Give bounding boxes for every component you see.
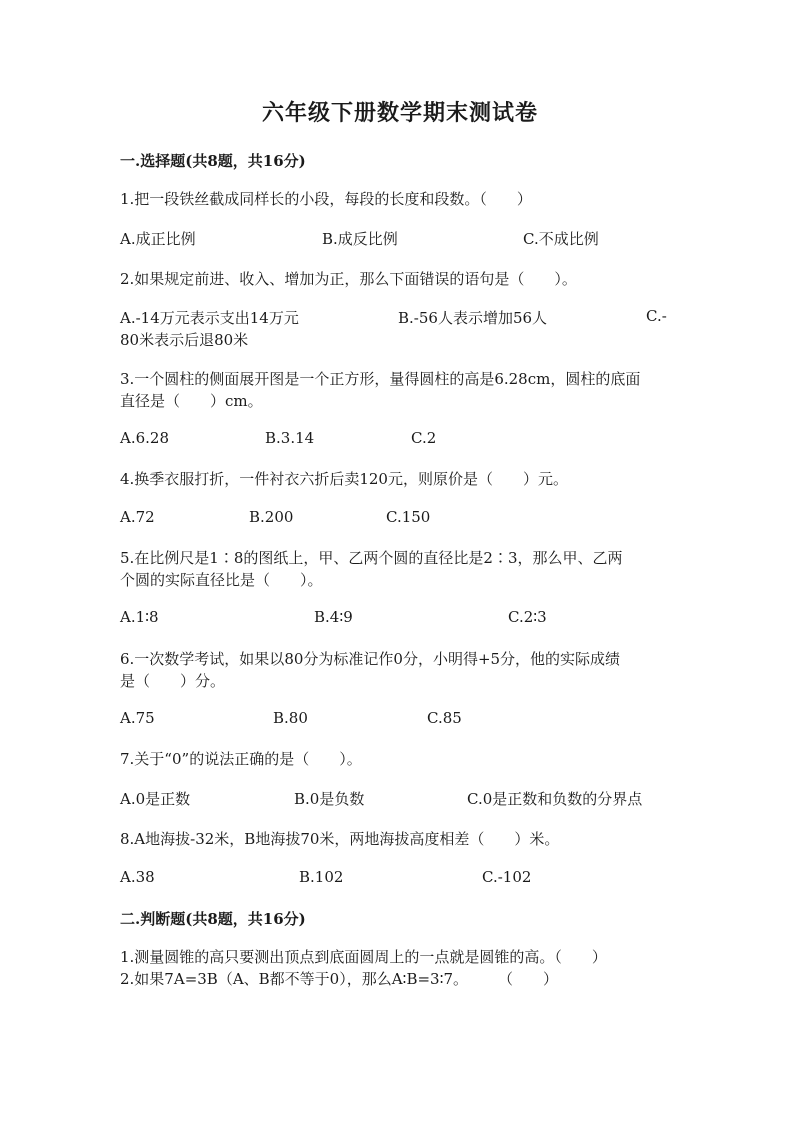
q4-option-b: B.200 <box>249 508 294 526</box>
question-8: 8.A地海拔-32米，B地海拔70米，两地海拔高度相差（ ）米。 <box>120 830 560 848</box>
page-title: 六年级下册数学期末测试卷 <box>261 100 538 126</box>
judgement-question-2: 2.如果7A=3B（A、B都不等于0），那么A∶B=3∶7。 （ ） <box>120 970 559 988</box>
q7-option-a: A.0是正数 <box>120 790 191 808</box>
section-heading-choice: 一.选择题(共8题，共16分) <box>120 152 306 170</box>
q6-option-b: B.80 <box>273 709 308 727</box>
q2-option-a: A.-14万元表示支出14万元 <box>120 309 299 327</box>
q3-option-b: B.3.14 <box>265 429 315 447</box>
q8-option-a: A.38 <box>120 868 155 886</box>
section-heading-judgement: 二.判断题(共8题，共16分) <box>120 910 306 928</box>
q7-option-c: C.0是正数和负数的分界点 <box>467 790 643 808</box>
q3-option-c: C.2 <box>411 429 437 447</box>
q4-option-a: A.72 <box>120 508 155 526</box>
question-4: 4.换季衣服打折，一件衬衣六折后卖120元，则原价是（ ）元。 <box>120 470 568 488</box>
question-6-line-1: 6.一次数学考试，如果以80分为标准记作0分，小明得+5分，他的实际成绩 <box>120 650 621 668</box>
question-6-line-2: 是（ ）分。 <box>120 672 226 690</box>
q5-option-a: A.1∶8 <box>120 608 159 626</box>
question-3-line-2: 直径是（ ）cm。 <box>120 392 263 410</box>
q6-option-c: C.85 <box>427 709 462 727</box>
q5-option-b: B.4∶9 <box>314 608 353 626</box>
question-5-line-2: 个圆的实际直径比是（ ）。 <box>120 571 323 589</box>
q1-option-b: B.成反比例 <box>322 230 398 248</box>
judgement-question-1: 1.测量圆锥的高只要测出顶点到底面圆周上的一点就是圆锥的高。（ ） <box>120 948 607 966</box>
q2-option-c-continued: 80米表示后退80米 <box>120 331 249 349</box>
question-3-line-1: 3.一个圆柱的侧面展开图是一个正方形，量得圆柱的高是6.28cm，圆柱的底面 <box>120 370 641 388</box>
question-2: 2.如果规定前进、收入、增加为正，那么下面错误的语句是（ ）。 <box>120 270 577 288</box>
q3-option-a: A.6.28 <box>120 429 169 447</box>
question-1: 1.把一段铁丝截成同样长的小段，每段的长度和段数。（ ） <box>120 190 532 208</box>
q1-option-a: A.成正比例 <box>120 230 196 248</box>
q1-option-c: C.不成比例 <box>523 230 599 248</box>
q5-option-c: C.2∶3 <box>508 608 547 626</box>
q4-option-c: C.150 <box>386 508 431 526</box>
q2-option-b: B.-56人表示增加56人 <box>398 309 548 327</box>
q8-option-b: B.102 <box>299 868 344 886</box>
q2-option-c: C.- <box>646 307 667 325</box>
q7-option-b: B.0是负数 <box>294 790 365 808</box>
question-7: 7.关于“0”的说法正确的是（ ）。 <box>120 750 362 768</box>
q8-option-c: C.-102 <box>482 868 532 886</box>
q6-option-a: A.75 <box>120 709 155 727</box>
question-5-line-1: 5.在比例尺是1∶8的图纸上，甲、乙两个圆的直径比是2∶3，那么甲、乙两 <box>120 549 623 567</box>
